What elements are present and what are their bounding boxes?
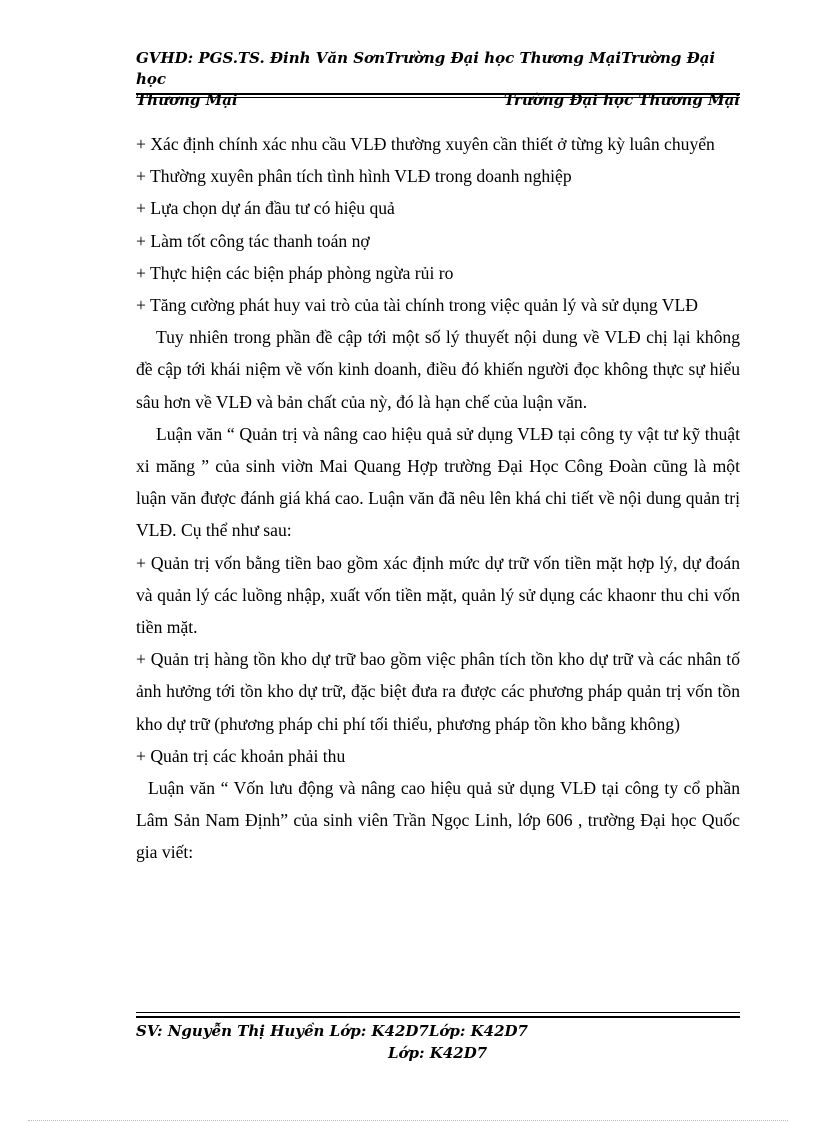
bullet-paragraph: + Quản trị vốn bằng tiền bao gồm xác định mức dự trữ vốn tiền mặt hợp lý, dự đoán và quản lý các luồng nhập, xuất vốn tiền mặt, quản lý sử dụng các khaonr thu chi vốn tiền mặt. bbox=[136, 552, 740, 638]
bullet-paragraph: + Quản trị các khoản phải thu bbox=[136, 745, 346, 766]
page-edge bbox=[28, 1120, 788, 1121]
header-rule bbox=[136, 93, 740, 98]
body-paragraph: Luận văn “ Quản trị và nâng cao hiệu quả sử dụng VLĐ tại công ty vật tư kỹ thuật xi măng ” của sinh viờn Mai Quang Hợp trường Đại Học Công Đoàn cũng là một luận văn được đánh giá khá cao. Luận văn đã nêu lên khá chi tiết về nội dung quản trị VLĐ. Cụ thể như sau: bbox=[136, 423, 740, 541]
footer-line-1: SV: Nguyễn Thị Huyền Lớp: K42D7Lớp: K42D7 bbox=[136, 1022, 528, 1040]
document-body bbox=[136, 128, 740, 869]
bullet-paragraph: + Thường xuyên phân tích tình hình VLĐ trong doanh nghiệp bbox=[136, 166, 572, 187]
page-footer bbox=[136, 1020, 740, 1064]
page-header bbox=[136, 48, 740, 111]
bullet-paragraph: + Tăng cường phát huy vai trò của tài chính trong việc quản lý và sử dụng VLĐ bbox=[136, 295, 698, 316]
body-paragraph: Luận văn “ Vốn lưu động và nâng cao hiệu quả sử dụng VLĐ tại công ty cổ phần Lâm Sản Nam Định” của sinh viên Trần Ngọc Linh, lớp 606 , trường Đại học Quốc gia viết: bbox=[136, 778, 740, 863]
body-paragraph: Tuy nhiên trong phần đề cập tới một số lý thuyết nội dung về VLĐ chị lại không đề cập tới khái niệm về vốn kinh doanh, điều đó khiến người đọc không thực sự hiểu sâu hơn về VLĐ và bản chất của nỳ, đó là hạn chế của luận văn. bbox=[136, 327, 740, 412]
footer-line-2: Lớp: K42D7 bbox=[388, 1044, 488, 1062]
bullet-paragraph: + Quản trị hàng tồn kho dự trữ bao gồm việc phân tích tồn kho dự trữ và các nhân tố ảnh hưởng tới tồn kho dự trữ, đặc biệt đưa ra được các phương pháp quản trị vốn tồn kho dự trữ (phương pháp chi phí tối thiểu, phương pháp tồn kho bằng không) bbox=[136, 649, 740, 734]
footer-rule bbox=[136, 1012, 740, 1018]
header-line-2-right: Trường Đại học Thương Mại bbox=[503, 91, 740, 109]
bullet-paragraph: + Lựa chọn dự án đầu tư có hiệu quả bbox=[136, 198, 395, 219]
bullet-paragraph: + Thực hiện các biện pháp phòng ngừa rủi ro bbox=[136, 262, 454, 283]
bullet-paragraph: + Làm tốt công tác thanh toán nợ bbox=[136, 230, 370, 251]
header-line-1: GVHD: PGS.TS. Đinh Văn SơnTrường Đại học Thương MạiTrường Đại học bbox=[136, 49, 716, 88]
header-line-2-left: Thương Mại bbox=[136, 91, 238, 109]
bullet-paragraph: + Xác định chính xác nhu cầu VLĐ thường xuyên cần thiết ở từng kỳ luân chuyển bbox=[136, 134, 715, 154]
